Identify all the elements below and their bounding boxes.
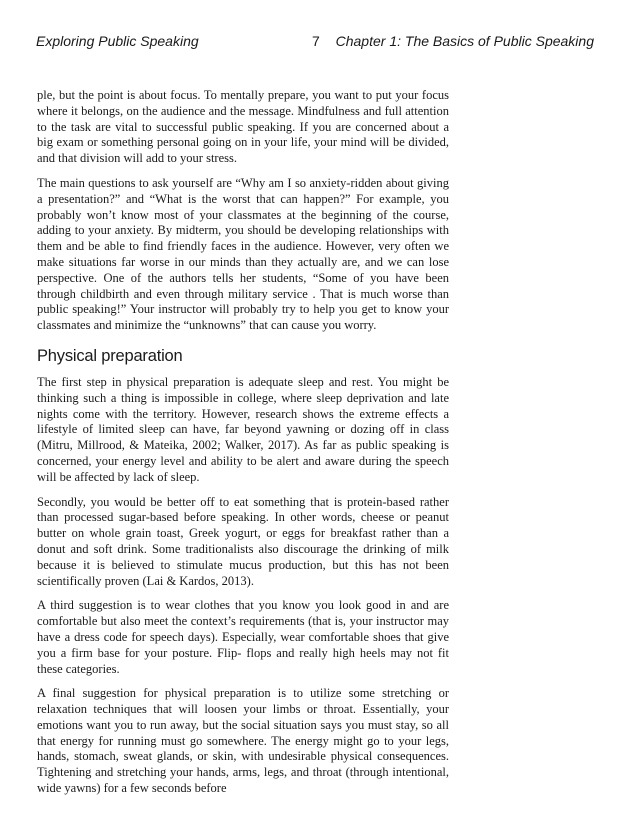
paragraph: A third suggestion is to wear clothes that you know you look good in and are comfortable but also meet the context’s requirements (that is, your instructor may have a dress code for speech days). Especially, wear comfortable shoes that give you a firm base for your posture. Flip- flops and really high heels may not fit these categories.	[37, 598, 449, 676]
chapter-title: Chapter 1: The Basics of Public Speaking	[335, 33, 594, 49]
page-body	[37, 88, 449, 806]
page-number: 7	[312, 33, 320, 49]
paragraph: The first step in physical preparation is adequate sleep and rest. You might be thinking such a thing is impossible in college, where sleep deprivation and late nights come with the territory. However, research shows the extreme effects a lifestyle of limited sleep can have, far beyond yawning or dozing off in class (Mitru, Millrood, & Mateika, 2002; Walker, 2017). As far as public speaking is concerned, your energy level and ability to be alert and aware during the speech will be affected by lack of sleep.	[37, 374, 449, 484]
section-heading: Physical preparation	[37, 346, 183, 365]
running-header	[36, 33, 594, 53]
paragraph: ple, but the point is about focus. To mentally prepare, you want to put your focus where it belongs, on the audience and the message. Mindfulness and full attention to the task are vital to successful public speaking. If you are concerned about a big exam or something personal going on in your life, your mind will be divided, and that division will add to your stress.	[37, 88, 449, 166]
paragraph: A final suggestion for physical preparation is to utilize some stretching or relaxation techniques that will loosen your limbs or throat. Essentially, your emotions want you to run away, but the social situation says you must stay, so all that energy for running must go somewhere. The energy might go to your legs, hands, stomach, sweat glands, or skin, with undesirable physical consequences. Tightening and stretching your hands, arms, legs, and throat (through intentional, wide yawns) for a few seconds before	[37, 686, 449, 796]
book-title: Exploring Public Speaking	[36, 33, 199, 49]
paragraph: Secondly, you would be better off to eat something that is protein-based rather than processed sugar-based before speaking. In other words, cheese or peanut butter on whole grain toast, Greek yogurt, or eggs for breakfast rather than a donut and soft drink. Some traditionalists also discourage the drinking of milk because it is believed to stimulate mucus production, but this has not been scientifically proven (Lai & Kardos, 2013).	[37, 494, 449, 588]
paragraph: The main questions to ask yourself are “Why am I so anxiety-ridden about giving a presentation?” and “What is the worst that can happen?” For example, you probably won’t know most of your classmates at the beginning of the course, adding to your anxiety. By midterm, you should be developing relationships with them and be able to find friendly faces in the audience. However, very often we make situations far worse in our minds than they actually are, and we can lose perspective. One of the authors tells her students, “Some of you have been through childbirth and even through military service . That is much worse than public speaking!” Your instructor will probably try to help you get to know your classmates and minimize the “unknowns” that can cause you worry.	[37, 175, 449, 333]
